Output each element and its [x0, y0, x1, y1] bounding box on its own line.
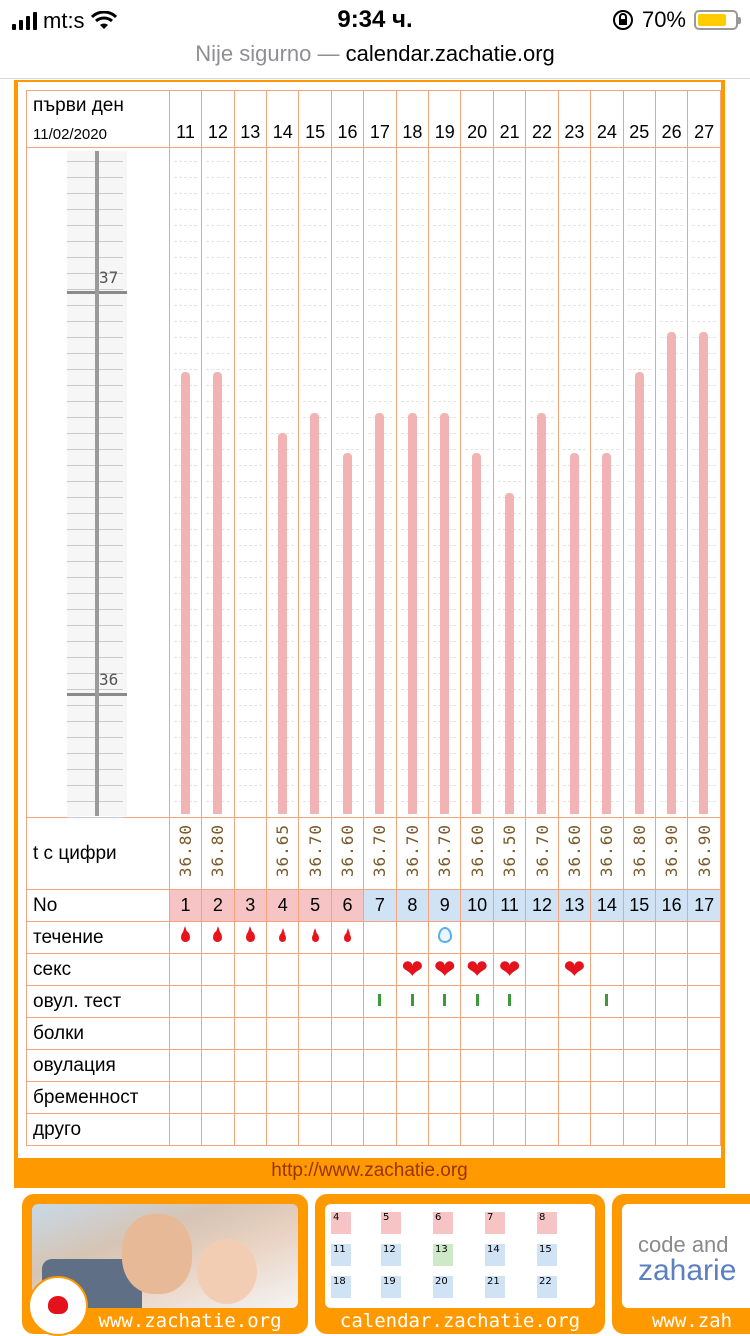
symptom-cell[interactable]	[623, 1082, 655, 1114]
symptom-cell[interactable]	[623, 1018, 655, 1050]
symptom-cell[interactable]	[461, 954, 493, 986]
symptom-cell[interactable]	[558, 1018, 590, 1050]
symptom-cell[interactable]	[655, 1114, 687, 1146]
temperature-value	[202, 818, 234, 890]
symptom-cell[interactable]	[493, 922, 525, 954]
symptom-cell[interactable]	[526, 954, 558, 986]
symptom-cell[interactable]	[267, 954, 299, 986]
temperature-scale	[27, 148, 170, 818]
ovulation-test-icon	[378, 994, 381, 1006]
cycle-day-row	[27, 890, 721, 922]
day-header: 25	[623, 91, 655, 148]
ovulation-test-icon	[476, 994, 479, 1006]
temperature-value	[461, 818, 493, 890]
symptom-cell[interactable]	[331, 1082, 363, 1114]
symptom-cell[interactable]	[623, 954, 655, 986]
clock: 9:34 ч.	[337, 6, 413, 33]
temperature-bar-cell	[493, 148, 525, 818]
symptom-cell[interactable]	[461, 1050, 493, 1082]
banner-zaharie[interactable]	[612, 1194, 750, 1334]
symptom-cell[interactable]	[526, 922, 558, 954]
symptom-cell[interactable]	[655, 954, 687, 986]
blood-drop-icon	[312, 933, 319, 942]
cycle-day-cell[interactable]: 16	[655, 890, 687, 922]
first-day-date: 11/02/2020	[33, 126, 107, 143]
symptom-cell[interactable]	[591, 1050, 623, 1082]
symptom-cell[interactable]	[429, 1082, 461, 1114]
banner-caption: www.zachatie.org	[98, 1310, 282, 1332]
day-header: 22	[526, 91, 558, 148]
symptom-cell[interactable]	[526, 1114, 558, 1146]
cycle-day-cell[interactable]: 4	[267, 890, 299, 922]
symptom-cell[interactable]	[688, 1018, 721, 1050]
day-header: 26	[655, 91, 687, 148]
symptom-cell[interactable]	[623, 986, 655, 1018]
symptom-cell[interactable]	[364, 1114, 396, 1146]
temperature-value-text: 36.90	[694, 824, 714, 878]
day-header: 24	[591, 91, 623, 148]
symptom-cell[interactable]	[331, 922, 363, 954]
blood-drop-icon	[181, 931, 190, 942]
symptom-cell[interactable]	[461, 1114, 493, 1146]
symptom-cell[interactable]	[202, 1082, 234, 1114]
url-domain: calendar.zachatie.org	[345, 41, 555, 66]
temperature-value-text: 36.70	[435, 824, 455, 878]
temperature-values-row	[27, 818, 721, 890]
symptom-cell[interactable]	[558, 954, 590, 986]
temperature-value-text: 36.70	[402, 824, 422, 878]
symptom-cell[interactable]	[688, 986, 721, 1018]
cycle-day-cell[interactable]: 6	[331, 890, 363, 922]
battery-percent: 70%	[641, 7, 686, 32]
temperature-value-text: 36.70	[370, 824, 390, 878]
symptom-row	[27, 1018, 721, 1050]
symptom-cell[interactable]	[202, 1114, 234, 1146]
symptom-cell[interactable]	[234, 1114, 266, 1146]
mini-calendar-preview: 4 5 6 7 8 11 12 13 14 15 18 19 20 21 22	[325, 1204, 595, 1308]
day-header: 27	[688, 91, 721, 148]
symptom-cell[interactable]	[234, 954, 266, 986]
day-header: 17	[364, 91, 396, 148]
symptom-cell[interactable]	[688, 1082, 721, 1114]
symptom-cell[interactable]	[623, 1114, 655, 1146]
temperature-value	[591, 818, 623, 890]
calendar-frame	[14, 80, 725, 1188]
symptom-cell[interactable]	[364, 922, 396, 954]
temperature-bar	[699, 332, 708, 814]
symptom-row	[27, 954, 721, 986]
day-header: 16	[331, 91, 363, 148]
day-header: 21	[493, 91, 525, 148]
day-header: 20	[461, 91, 493, 148]
symptom-cell[interactable]	[655, 986, 687, 1018]
day-header: 23	[558, 91, 590, 148]
symptom-row	[27, 986, 721, 1018]
symptom-cell[interactable]	[655, 1082, 687, 1114]
symptom-cell[interactable]	[558, 1114, 590, 1146]
symptom-row-label: течение	[27, 922, 170, 954]
symptom-cell[interactable]	[331, 1018, 363, 1050]
cycle-day-cell[interactable]: 9	[429, 890, 461, 922]
temperature-value	[655, 818, 687, 890]
cycle-day-cell[interactable]: 5	[299, 890, 331, 922]
temperature-bar	[667, 332, 676, 814]
temperature-value-text: 36.70	[532, 824, 552, 878]
symptom-cell[interactable]	[169, 954, 201, 986]
temperature-bar-cell	[688, 148, 721, 818]
scale-axis	[95, 151, 99, 816]
carrier-name: mt:s	[43, 8, 85, 33]
symptom-cell[interactable]	[623, 1050, 655, 1082]
blood-drop-icon	[279, 933, 286, 942]
heart-icon: ❤	[498, 954, 521, 985]
symptom-cell[interactable]	[234, 922, 266, 954]
temperature-row-label: t с цифри	[27, 818, 170, 890]
symptom-cell[interactable]	[299, 954, 331, 986]
symptom-cell[interactable]	[655, 1018, 687, 1050]
temperature-bar	[278, 433, 287, 814]
symptom-cell[interactable]	[364, 986, 396, 1018]
security-label: Nije sigurno —	[195, 41, 340, 66]
banner-line1: code and	[638, 1232, 729, 1257]
symptom-cell[interactable]	[299, 1050, 331, 1082]
symptom-cell[interactable]	[526, 1050, 558, 1082]
temperature-bar	[537, 413, 546, 814]
temperature-chart-row	[27, 148, 721, 818]
symptom-cell[interactable]	[591, 1114, 623, 1146]
symptom-cell[interactable]	[331, 1114, 363, 1146]
cycle-day-label: No	[27, 890, 170, 922]
day-header: 15	[299, 91, 331, 148]
cycle-day-cell[interactable]: 12	[526, 890, 558, 922]
cycle-day-cell[interactable]: 10	[461, 890, 493, 922]
symptom-cell[interactable]	[591, 1082, 623, 1114]
symptom-cell[interactable]	[655, 922, 687, 954]
temperature-bar	[310, 413, 319, 814]
temperature-value	[267, 818, 299, 890]
symptom-row	[27, 922, 721, 954]
day-header: 18	[396, 91, 428, 148]
symptom-row-label: овулация	[27, 1050, 170, 1082]
temperature-value-text: 36.70	[305, 824, 325, 878]
symptom-cell[interactable]	[429, 1114, 461, 1146]
day-header: 13	[234, 91, 266, 148]
symptom-cell[interactable]	[364, 954, 396, 986]
heart-icon: ❤	[401, 954, 424, 985]
temperature-bar-cell	[526, 148, 558, 818]
symptom-cell[interactable]	[493, 1114, 525, 1146]
scale-label-36: 36	[99, 670, 119, 690]
temperature-value-text: 36.50	[500, 824, 520, 878]
ovulation-test-icon	[508, 994, 511, 1006]
symptom-row-label: овул. тест	[27, 986, 170, 1018]
cycle-day-cell[interactable]: 14	[591, 890, 623, 922]
temperature-value-text: 36.60	[597, 824, 617, 878]
temperature-value-text: 36.60	[564, 824, 584, 878]
symptom-cell[interactable]	[493, 1018, 525, 1050]
temperature-bar-cell	[591, 148, 623, 818]
symptom-cell[interactable]	[364, 1018, 396, 1050]
status-right	[612, 7, 738, 33]
symptom-cell[interactable]	[234, 1082, 266, 1114]
symptom-cell[interactable]	[493, 986, 525, 1018]
temperature-value-text: 36.80	[629, 824, 649, 878]
symptom-cell[interactable]	[396, 954, 428, 986]
symptom-cell[interactable]	[202, 954, 234, 986]
symptom-cell[interactable]	[234, 1018, 266, 1050]
ovulation-test-icon	[411, 994, 414, 1006]
temperature-value-text: 36.65	[273, 824, 293, 878]
temperature-bar-cell	[655, 148, 687, 818]
symptom-row-label: секс	[27, 954, 170, 986]
symptom-row	[27, 1050, 721, 1082]
symptom-cell[interactable]	[299, 986, 331, 1018]
temperature-value-text: 36.60	[467, 824, 487, 878]
first-day-cell	[27, 91, 170, 148]
code-and-zaharie-logo	[622, 1204, 750, 1308]
temperature-value	[364, 818, 396, 890]
symptom-cell[interactable]	[396, 1082, 428, 1114]
temperature-value	[169, 818, 201, 890]
temperature-value-text: 36.60	[338, 824, 358, 878]
temperature-bar-cell	[396, 148, 428, 818]
symptom-row	[27, 1114, 721, 1146]
footer-link[interactable]: http://www.zachatie.org	[271, 1160, 468, 1181]
banner-strip	[0, 1194, 750, 1334]
cycle-day-cell[interactable]: 17	[688, 890, 721, 922]
symptom-cell[interactable]	[267, 1050, 299, 1082]
temperature-bar-cell	[364, 148, 396, 818]
symptom-row-label: бременност	[27, 1082, 170, 1114]
symptom-cell[interactable]	[591, 954, 623, 986]
temperature-bar-cell	[623, 148, 655, 818]
symptom-cell[interactable]	[526, 986, 558, 1018]
symptom-cell[interactable]	[429, 1050, 461, 1082]
symptom-cell[interactable]	[493, 954, 525, 986]
symptom-cell[interactable]	[234, 1050, 266, 1082]
temperature-bar	[602, 453, 611, 814]
temperature-value-text: 36.80	[175, 824, 195, 878]
rotation-lock-icon	[612, 9, 634, 31]
temperature-bar	[213, 372, 222, 814]
symptom-cell[interactable]	[299, 1114, 331, 1146]
symptom-row-label: друго	[27, 1114, 170, 1146]
symptom-cell[interactable]	[299, 1018, 331, 1050]
temperature-bar	[408, 413, 417, 814]
symptom-cell[interactable]	[331, 954, 363, 986]
blood-drop-icon	[213, 931, 222, 942]
ovulation-test-icon	[443, 994, 446, 1006]
symptom-cell[interactable]	[396, 1018, 428, 1050]
temperature-value	[396, 818, 428, 890]
symptom-cell[interactable]	[688, 1114, 721, 1146]
temperature-value-text: 36.80	[208, 824, 228, 878]
symptom-cell[interactable]	[331, 986, 363, 1018]
temperature-bar	[181, 372, 190, 814]
temperature-bar	[440, 413, 449, 814]
symptom-cell[interactable]	[558, 922, 590, 954]
symptom-cell[interactable]	[655, 1050, 687, 1082]
day-header: 12	[202, 91, 234, 148]
blood-drop-icon	[246, 931, 255, 942]
symptom-cell[interactable]	[558, 986, 590, 1018]
symptom-cell[interactable]	[202, 922, 234, 954]
scale-label-37: 37	[99, 267, 119, 287]
symptom-cell[interactable]	[591, 922, 623, 954]
heart-icon: ❤	[466, 954, 489, 985]
temperature-bar-cell	[202, 148, 234, 818]
heart-icon: ❤	[563, 954, 586, 985]
banner-zachatie[interactable]	[22, 1194, 308, 1334]
symptom-cell[interactable]	[267, 986, 299, 1018]
symptom-cell[interactable]	[461, 1082, 493, 1114]
symptom-cell[interactable]	[299, 922, 331, 954]
symptom-cell[interactable]	[169, 1050, 201, 1082]
temperature-bar	[570, 453, 579, 814]
symptom-cell[interactable]	[364, 1050, 396, 1082]
symptom-cell[interactable]	[591, 986, 623, 1018]
status-bar	[0, 0, 750, 40]
symptom-cell[interactable]	[396, 922, 428, 954]
banner-caption: calendar.zachatie.org	[339, 1310, 581, 1332]
temperature-bar	[635, 372, 644, 814]
symptom-cell[interactable]	[526, 1082, 558, 1114]
symptom-cell[interactable]	[267, 1114, 299, 1146]
temperature-value	[526, 818, 558, 890]
calendar-panel	[18, 82, 721, 1158]
temperature-bar	[472, 453, 481, 814]
symptom-cell[interactable]	[688, 954, 721, 986]
symptom-cell[interactable]	[396, 1114, 428, 1146]
banner-caption: www.zah	[651, 1310, 733, 1332]
banner-line2: zaharie	[638, 1254, 737, 1287]
temperature-bar-cell	[299, 148, 331, 818]
symptom-cell[interactable]	[299, 1082, 331, 1114]
temperature-value	[331, 818, 363, 890]
symptom-cell[interactable]	[267, 1082, 299, 1114]
cycle-day-cell[interactable]: 1	[169, 890, 201, 922]
ovulation-test-icon	[605, 994, 608, 1006]
cycle-day-cell[interactable]: 2	[202, 890, 234, 922]
symptom-cell[interactable]	[429, 1018, 461, 1050]
symptom-cell[interactable]	[429, 986, 461, 1018]
cycle-day-cell[interactable]: 8	[396, 890, 428, 922]
temperature-value	[429, 818, 461, 890]
symptom-cell[interactable]	[461, 922, 493, 954]
symptom-cell[interactable]	[169, 1018, 201, 1050]
symptom-cell[interactable]	[558, 1050, 590, 1082]
symptom-cell[interactable]	[493, 1082, 525, 1114]
temperature-value-text: 36.90	[662, 824, 682, 878]
blood-drop-icon	[344, 933, 351, 942]
temperature-bar	[343, 453, 352, 814]
symptom-cell[interactable]	[461, 986, 493, 1018]
symptom-cell[interactable]	[202, 1050, 234, 1082]
symptom-cell[interactable]	[202, 986, 234, 1018]
temperature-value	[234, 818, 266, 890]
symptom-cell[interactable]	[169, 986, 201, 1018]
day-header: 11	[169, 91, 201, 148]
symptom-cell[interactable]	[429, 922, 461, 954]
temperature-bar-cell	[331, 148, 363, 818]
first-day-label: първи ден	[33, 95, 124, 116]
symptom-cell[interactable]	[623, 922, 655, 954]
battery-icon	[694, 10, 738, 30]
temperature-value	[558, 818, 590, 890]
symptom-cell[interactable]	[202, 1018, 234, 1050]
symptom-cell[interactable]	[169, 1114, 201, 1146]
temperature-value	[299, 818, 331, 890]
divider	[0, 78, 750, 79]
symptom-cell[interactable]	[364, 1082, 396, 1114]
symptom-cell[interactable]	[493, 1050, 525, 1082]
symptom-cell[interactable]	[267, 922, 299, 954]
banner-calendar[interactable]	[315, 1194, 605, 1334]
symptom-cell[interactable]	[169, 922, 201, 954]
temperature-value	[623, 818, 655, 890]
address-bar[interactable]	[0, 36, 750, 76]
cycle-day-cell[interactable]: 15	[623, 890, 655, 922]
temperature-bar-cell	[558, 148, 590, 818]
symptom-cell[interactable]	[526, 1018, 558, 1050]
temperature-value	[493, 818, 525, 890]
water-drop-icon	[438, 927, 452, 943]
temperature-bar	[375, 413, 384, 814]
header-row	[27, 91, 721, 148]
temperature-bar-cell	[169, 148, 201, 818]
symptom-cell[interactable]	[429, 954, 461, 986]
symptom-cell[interactable]	[591, 1018, 623, 1050]
temperature-value	[688, 818, 721, 890]
cycle-day-cell[interactable]: 13	[558, 890, 590, 922]
symptom-cell[interactable]	[267, 1018, 299, 1050]
day-header: 19	[429, 91, 461, 148]
cycle-day-cell[interactable]: 3	[234, 890, 266, 922]
cycle-day-cell[interactable]: 11	[493, 890, 525, 922]
symptom-cell[interactable]	[234, 986, 266, 1018]
day-header: 14	[267, 91, 299, 148]
temperature-bar-cell	[461, 148, 493, 818]
symptom-cell[interactable]	[396, 986, 428, 1018]
symptom-cell[interactable]	[331, 1050, 363, 1082]
temperature-bar	[505, 493, 514, 814]
symptom-row-label: болки	[27, 1018, 170, 1050]
symptom-cell[interactable]	[688, 1050, 721, 1082]
cycle-day-cell[interactable]: 7	[364, 890, 396, 922]
symptom-cell[interactable]	[169, 1082, 201, 1114]
temperature-bar-cell	[234, 148, 266, 818]
symptom-cell[interactable]	[558, 1082, 590, 1114]
cycle-calendar-table	[26, 90, 721, 1146]
temperature-bar-cell	[267, 148, 299, 818]
symptom-cell[interactable]	[396, 1050, 428, 1082]
symptom-row	[27, 1082, 721, 1114]
symptom-cell[interactable]	[688, 922, 721, 954]
temperature-bar-cell	[429, 148, 461, 818]
symptom-cell[interactable]	[461, 1018, 493, 1050]
heart-icon: ❤	[433, 954, 456, 985]
